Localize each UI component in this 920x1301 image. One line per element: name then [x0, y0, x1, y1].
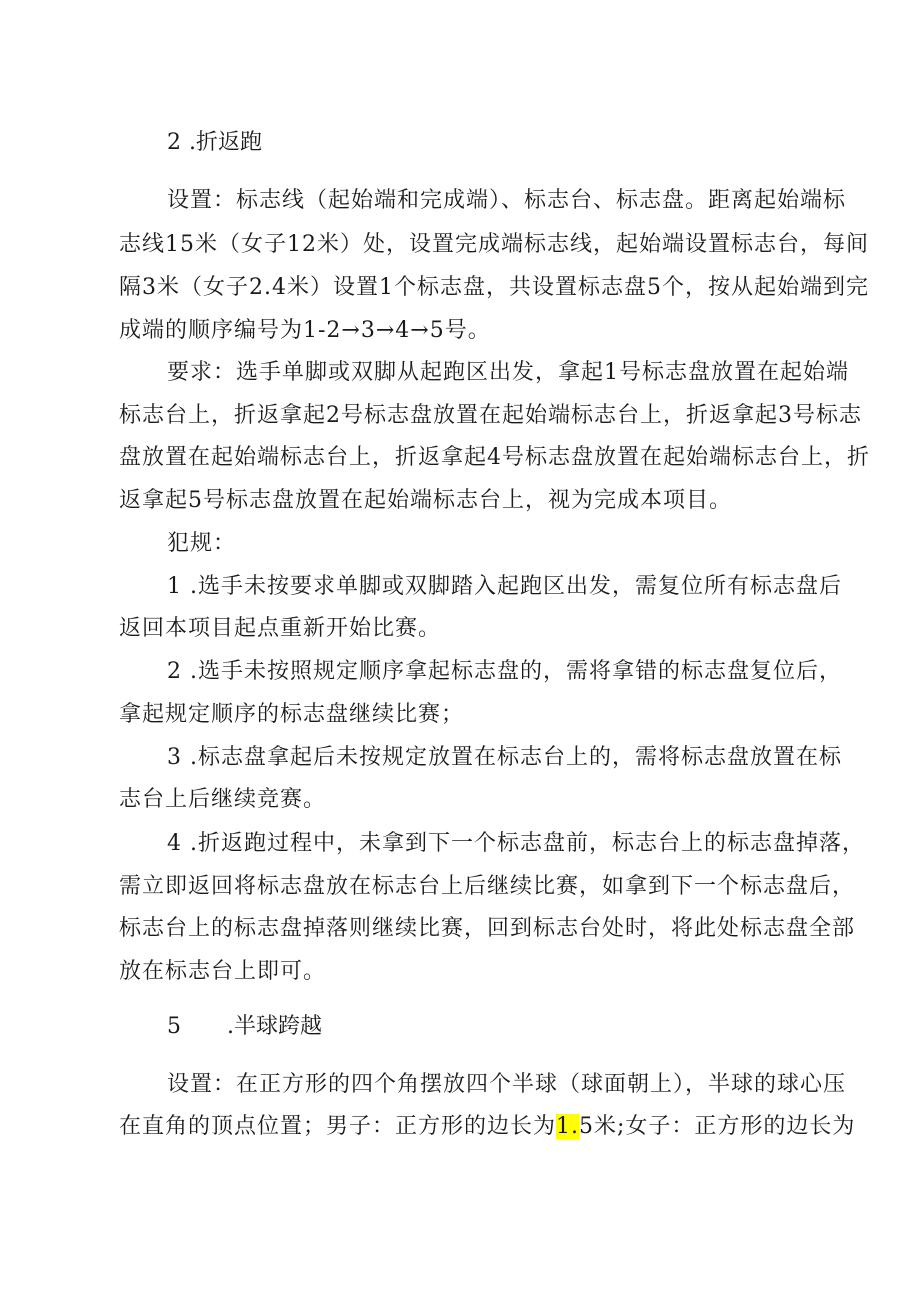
requirement-line: 标志台上，折返拿起2号标志盘放置在起始端标志台上，折返拿起3号标志 — [119, 403, 862, 428]
section-2-heading — [167, 128, 262, 158]
setup-text-before: 在直角的顶点位置；男子：正方形的边长为 — [119, 1114, 557, 1139]
requirement-line: 盘放置在起始端标志台上，折返拿起4号标志盘放置在起始端标志台上，折 — [119, 445, 870, 470]
setup-text-after: 5米;女子：正方形的边长为 — [579, 1114, 856, 1139]
section-2-title: .折返跑 — [189, 130, 262, 155]
foul-item-line: 标志台上的标志盘掉落则继续比赛，回到标志台处时，将此处标志盘全部 — [119, 916, 856, 941]
foul-item-line: 需立即返回将标志盘放在标志台上后继续比赛，如拿到下一个标志盘后， — [119, 874, 856, 899]
foul-item-line: 2 .选手未按照规定顺序拿起标志盘的，需将拿错的标志盘复位后， — [167, 659, 842, 684]
foul-item-line: 志台上后继续竞赛。 — [119, 787, 327, 812]
setup-line: 隔3米（女子2.4米）设置1个标志盘，共设置标志盘5个，按从起始端到完 — [119, 275, 869, 300]
setup-line: 志线15米（女子12米）处，设置完成端标志线，起始端设置标志台，每间 — [119, 232, 869, 257]
foul-item-line: 4 .折返跑过程中，未拿到下一个标志盘前，标志台上的标志盘掉落， — [167, 831, 865, 856]
requirement-line: 要求：选手单脚或双脚从起跑区出发，拿起1号标志盘放置在起始端 — [167, 360, 849, 385]
setup-line: 设置：标志线（起始端和完成端）、标志台、标志盘。距离起始端标 — [167, 188, 847, 213]
section-5-title: .半球跨越 — [227, 1014, 322, 1039]
highlighted-value: 1. — [556, 1114, 580, 1139]
section-5-setup-line: 设置：在正方形的四个角摆放四个半球（球面朝上），半球的球心压 — [167, 1072, 847, 1097]
section-5-setup-line — [119, 1112, 855, 1142]
section-5-number: 5 — [167, 1014, 181, 1039]
foul-item-line: 拿起规定顺序的标志盘继续比赛； — [119, 702, 465, 727]
foul-item-line: 放在标志台上即可。 — [119, 959, 327, 984]
requirement-line: 返拿起5号标志盘放置在起始端标志台上，视为完成本项目。 — [119, 488, 732, 513]
setup-line: 成端的顺序编号为1-2→3→4→5号。 — [119, 318, 491, 343]
foul-item-line: 3 .标志盘拿起后未按规定放置在标志台上的，需将标志盘放置在标 — [167, 745, 842, 770]
section-2-number: 2 — [167, 130, 181, 155]
section-5-heading — [167, 1012, 322, 1042]
foul-item-line: 1 .选手未按要求单脚或双脚踏入起跑区出发，需复位所有标志盘后 — [167, 574, 842, 599]
foul-item-line: 返回本项目起点重新开始比赛。 — [119, 616, 442, 641]
foul-title: 犯规： — [167, 531, 237, 556]
